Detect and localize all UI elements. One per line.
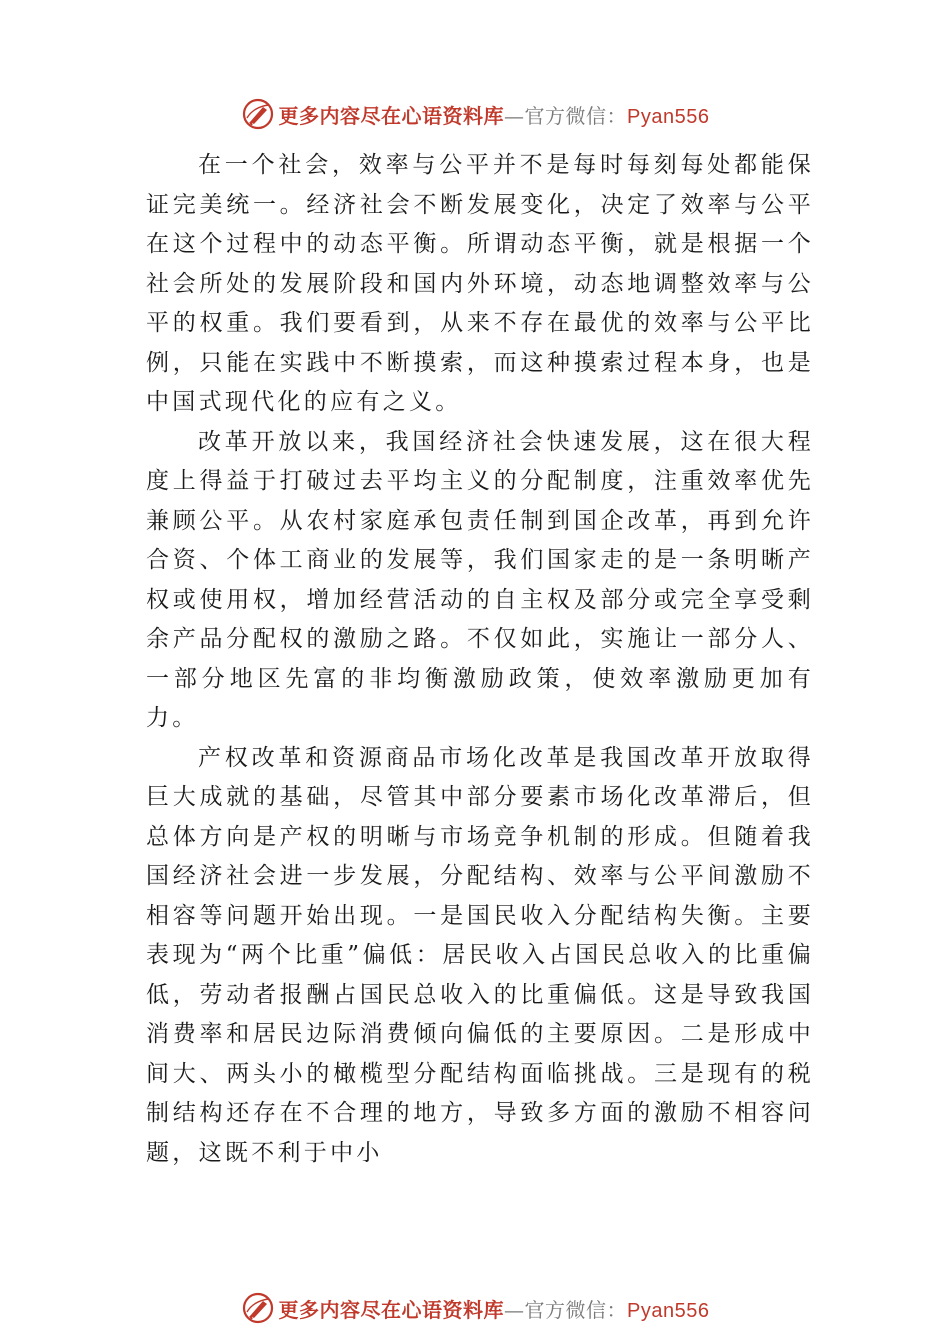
pen-nib-logo-icon bbox=[241, 97, 275, 131]
footer-label: 官方微信： bbox=[524, 1297, 628, 1322]
header-banner bbox=[0, 94, 950, 134]
banner-account: Pyan556 bbox=[627, 105, 710, 128]
banner-label: 官方微信： bbox=[524, 103, 628, 128]
banner-dash: — bbox=[504, 103, 525, 128]
footer-dash: — bbox=[504, 1297, 525, 1322]
paragraph-2: 改革开放以来，我国经济社会快速发展，这在很大程度上得益于打破过去平均主义的分配制度，注重效率优先兼顾公平。从农村家庭承包责任制到国企改革，再到允许合资、个体工商业的发展等，我们国家走的是一条明晰产权或使用权，增加经营活动的自主权及部分或完全享受剩余产品分配权的激励之路。不仅如此，实施让一部分人、一部分地区先富的非均衡激励政策，使效率激励更加有力。 bbox=[146, 428, 814, 731]
paragraph-3: 产权改革和资源商品市场化改革是我国改革开放取得巨大成就的基础，尽管其中部分要素市场化改革滞后，但总体方向是产权的明晰与市场竞争机制的形成。但随着我国经济社会进一步发展，分配结构、效率与公平间激励不相容等问题开始出现。一是国民收入分配结构失衡。主要表现为“两个比重”偏低：居民收入占国民总收入的比重偏低，劳动者报酬占国民总收入的比重偏低。这是导致我国消费率和居民边际消费倾向偏低的主要原因。二是形成中间大、两头小的橄榄型分配结构面临挑战。三是现有的税制结构还存在不合理的地方，导致多方面的激励不相容问题，这既不利于中小 bbox=[146, 744, 814, 1166]
pen-nib-logo-icon bbox=[241, 1291, 275, 1325]
paragraph-1: 在一个社会，效率与公平并不是每时每刻每处都能保证完美统一。经济社会不断发展变化，决定了效率与公平在这个过程中的动态平衡。所谓动态平衡，就是根据一个社会所处的发展阶段和国内外环境，动态地调整效率与公平的权重。我们要看到，从来不存在最优的效率与公平比例，只能在实践中不断摸索，而这种摸索过程本身，也是中国式现代化的应有之义。 bbox=[146, 152, 814, 415]
footer-account: Pyan556 bbox=[627, 1299, 710, 1322]
footer-title: 更多内容尽在心语资料库 bbox=[278, 1297, 505, 1322]
article-body bbox=[146, 146, 814, 1173]
banner-title: 更多内容尽在心语资料库 bbox=[278, 103, 505, 128]
footer-banner bbox=[0, 1288, 950, 1328]
